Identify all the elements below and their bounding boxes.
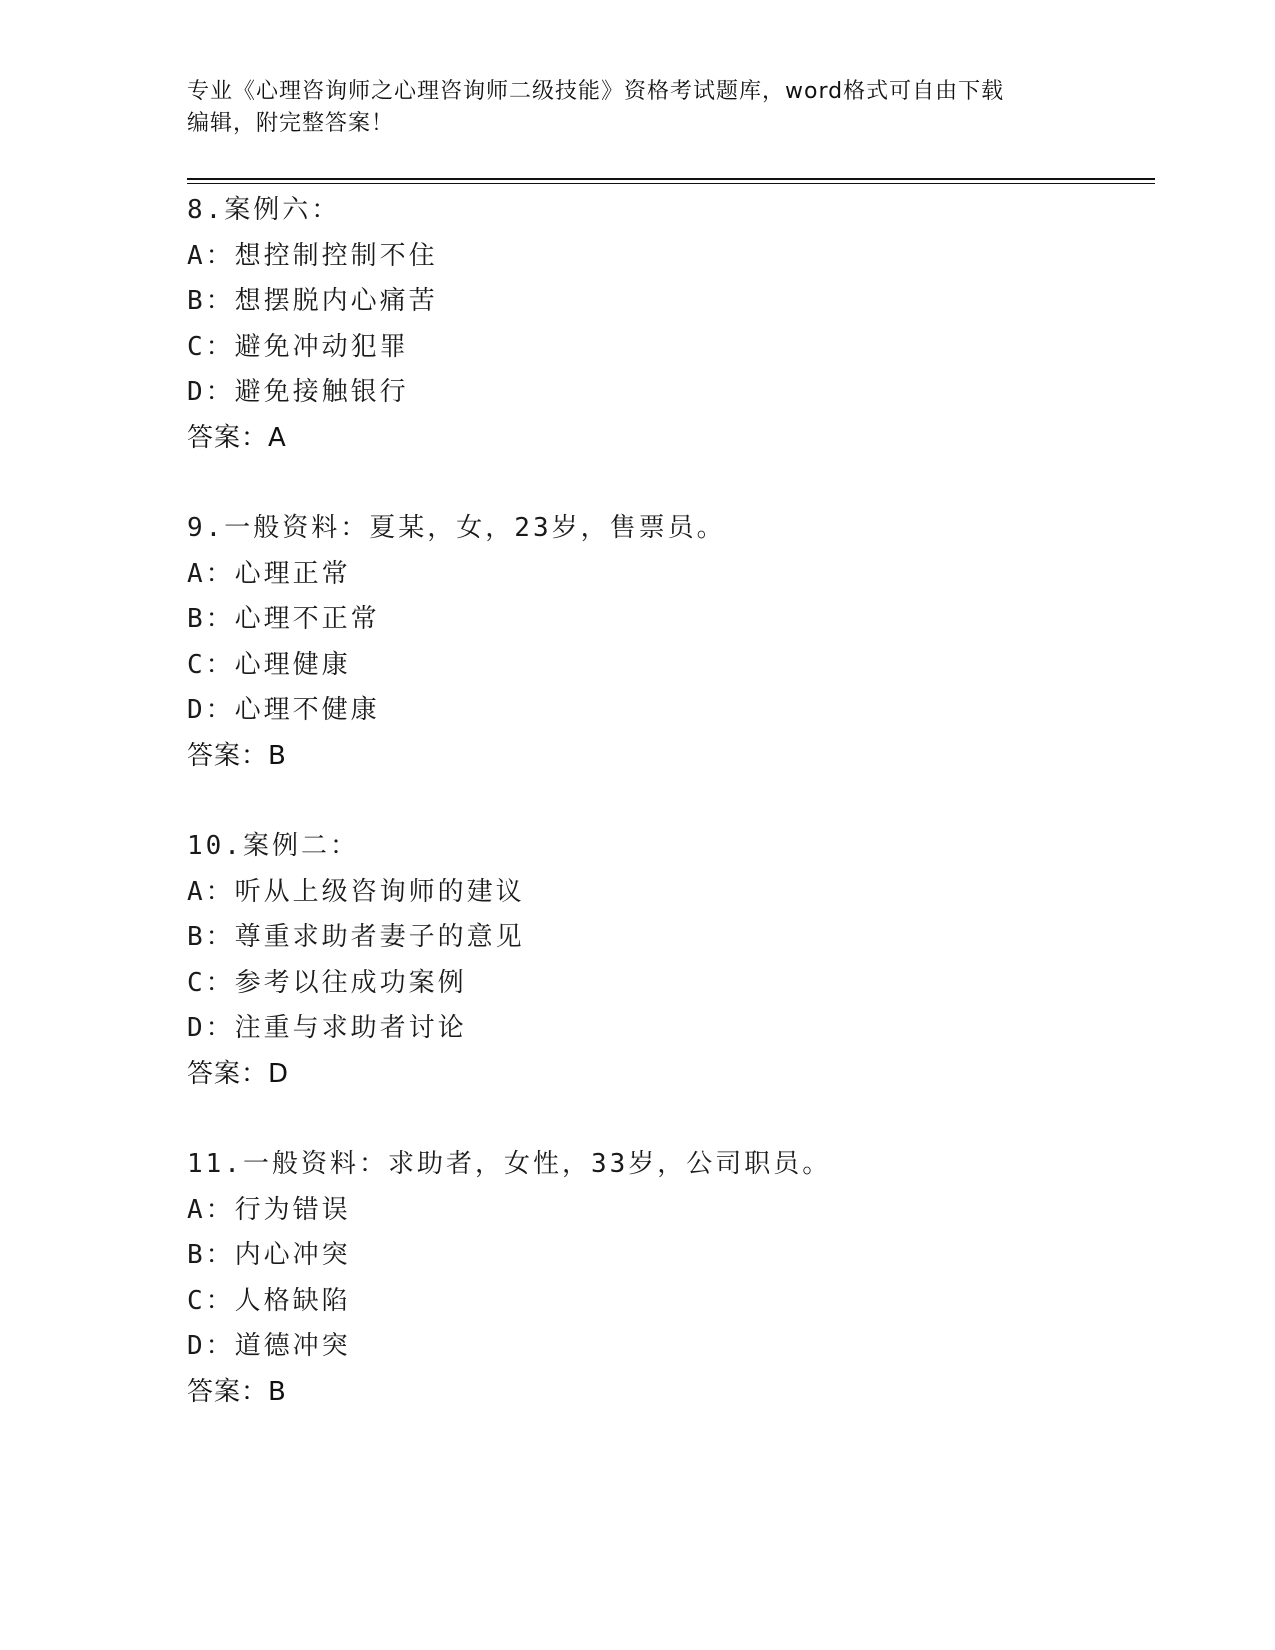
answer-line: 答案：D	[187, 1058, 290, 1089]
option-b: B：尊重求助者妻子的意见	[187, 922, 525, 952]
header-divider	[187, 178, 1155, 180]
option-c: C：心理健康	[187, 649, 351, 680]
question-stem: 11.一般资料：求助者，女性，33岁，公司职员。	[187, 1149, 832, 1179]
option-c: C：参考以往成功案例	[187, 967, 467, 998]
option-b: B：想摆脱内心痛苦	[187, 286, 438, 316]
option-d: D：心理不健康	[187, 695, 380, 725]
question-11	[187, 1142, 1155, 1415]
question-stem: 8.案例六：	[187, 195, 341, 225]
question-9	[187, 506, 1155, 779]
header-line-1: 专业《心理咨询师之心理咨询师二级技能》资格考试题库，word格式可自由下载	[187, 79, 1005, 104]
question-10	[187, 824, 1155, 1097]
option-c: C：避免冲动犯罪	[187, 331, 409, 362]
option-b: B：心理不正常	[187, 604, 380, 634]
option-a: A：心理正常	[187, 558, 351, 589]
header-line-2: 编辑，附完整答案！	[187, 111, 395, 136]
option-d: D：注重与求助者讨论	[187, 1013, 467, 1043]
option-d: D：道德冲突	[187, 1331, 351, 1361]
option-a: A：想控制控制不住	[187, 240, 438, 271]
option-a: A：听从上级咨询师的建议	[187, 876, 525, 907]
option-b: B：内心冲突	[187, 1240, 351, 1270]
option-a: A：行为错误	[187, 1194, 351, 1225]
header-divider-thin	[187, 183, 1155, 184]
page-header	[187, 76, 1067, 140]
question-8	[187, 188, 1155, 461]
question-stem: 9.一般资料：夏某，女，23岁，售票员。	[187, 513, 726, 543]
answer-line: 答案：B	[187, 1376, 287, 1407]
answer-line: 答案：A	[187, 422, 287, 453]
question-list	[187, 188, 1155, 1460]
option-d: D：避免接触银行	[187, 377, 409, 407]
answer-line: 答案：B	[187, 740, 287, 771]
option-c: C：人格缺陷	[187, 1285, 351, 1316]
question-stem: 10.案例二：	[187, 831, 359, 861]
